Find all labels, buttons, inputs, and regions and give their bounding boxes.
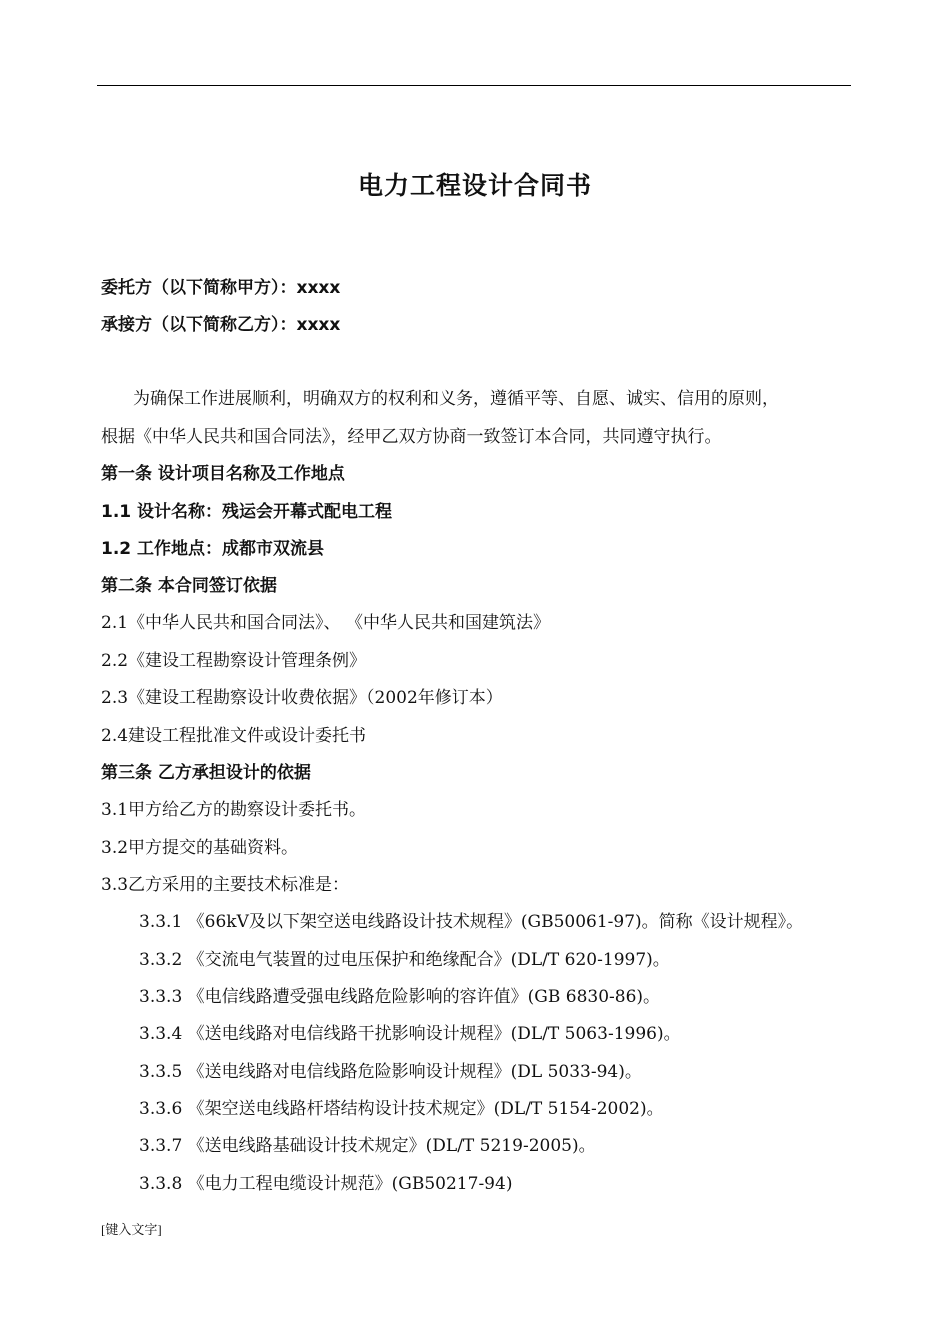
preamble-line-1: 为确保工作进展顺利，明确双方的权利和义务，遵循平等、自愿、诚实、信用的原则， (133, 389, 779, 409)
article1-heading: 第一条 设计项目名称及工作地点 (101, 464, 345, 484)
article3-heading: 第三条 乙方承担设计的依据 (101, 763, 311, 783)
page-title: 电力工程设计合同书 (357, 171, 592, 200)
standard-item: 3.3.1 《66kV及以下架空送电线路设计技术规程》(GB50061-97)。简称《设计规程》。 (139, 912, 804, 932)
article1-item-2: 1.2 工作地点：成都市双流县 (101, 539, 325, 559)
header-rule (97, 85, 851, 86)
article1-item-1: 1.1 设计名称：残运会开幕式配电工程 (101, 502, 393, 522)
article2-heading: 第二条 本合同签订依据 (101, 576, 277, 596)
article3-item-1: 3.1甲方给乙方的勘察设计委托书。 (101, 800, 367, 820)
article2-item-1: 2.1《中华人民共和国合同法》、 《中华人民共和国建筑法》 (101, 613, 550, 633)
standard-item: 3.3.8 《电力工程电缆设计规范》(GB50217-94) (139, 1174, 513, 1194)
standard-item: 3.3.4 《送电线路对电信线路干扰影响设计规程》(DL/T 5063-1996)。 (139, 1024, 681, 1044)
article3-item-3: 3.3乙方采用的主要技术标准是： (101, 875, 350, 895)
article2-item-3: 2.3《建设工程勘察设计收费依据》（2002年修订本） (101, 688, 503, 708)
standard-item: 3.3.5 《送电线路对电信线路危险影响设计规程》(DL 5033-94)。 (139, 1062, 642, 1082)
standard-item: 3.3.6 《架空送电线路杆塔结构设计技术规定》(DL/T 5154-2002)。 (139, 1099, 664, 1119)
article2-item-2: 2.2《建设工程勘察设计管理条例》 (101, 651, 367, 671)
footer-placeholder: [键入文字] (101, 1222, 162, 1237)
standard-item: 3.3.7 《送电线路基础设计技术规定》(DL/T 5219-2005)。 (139, 1136, 596, 1156)
article3-item-2: 3.2甲方提交的基础资料。 (101, 838, 299, 858)
client-party: 委托方（以下简称甲方）：xxxx (101, 278, 341, 298)
contractor-party: 承接方（以下简称乙方）：xxxx (101, 315, 341, 335)
article2-item-4: 2.4建设工程批准文件或设计委托书 (101, 726, 367, 746)
standard-item: 3.3.3 《电信线路遭受强电线路危险影响的容许值》(GB 6830-86)。 (139, 987, 661, 1007)
standard-item: 3.3.2 《交流电气装置的过电压保护和绝缘配合》(DL/T 620-1997)。 (139, 950, 670, 970)
preamble-line-2: 根据《中华人民共和国合同法》，经甲乙双方协商一致签订本合同，共同遵守执行。 (101, 427, 722, 447)
